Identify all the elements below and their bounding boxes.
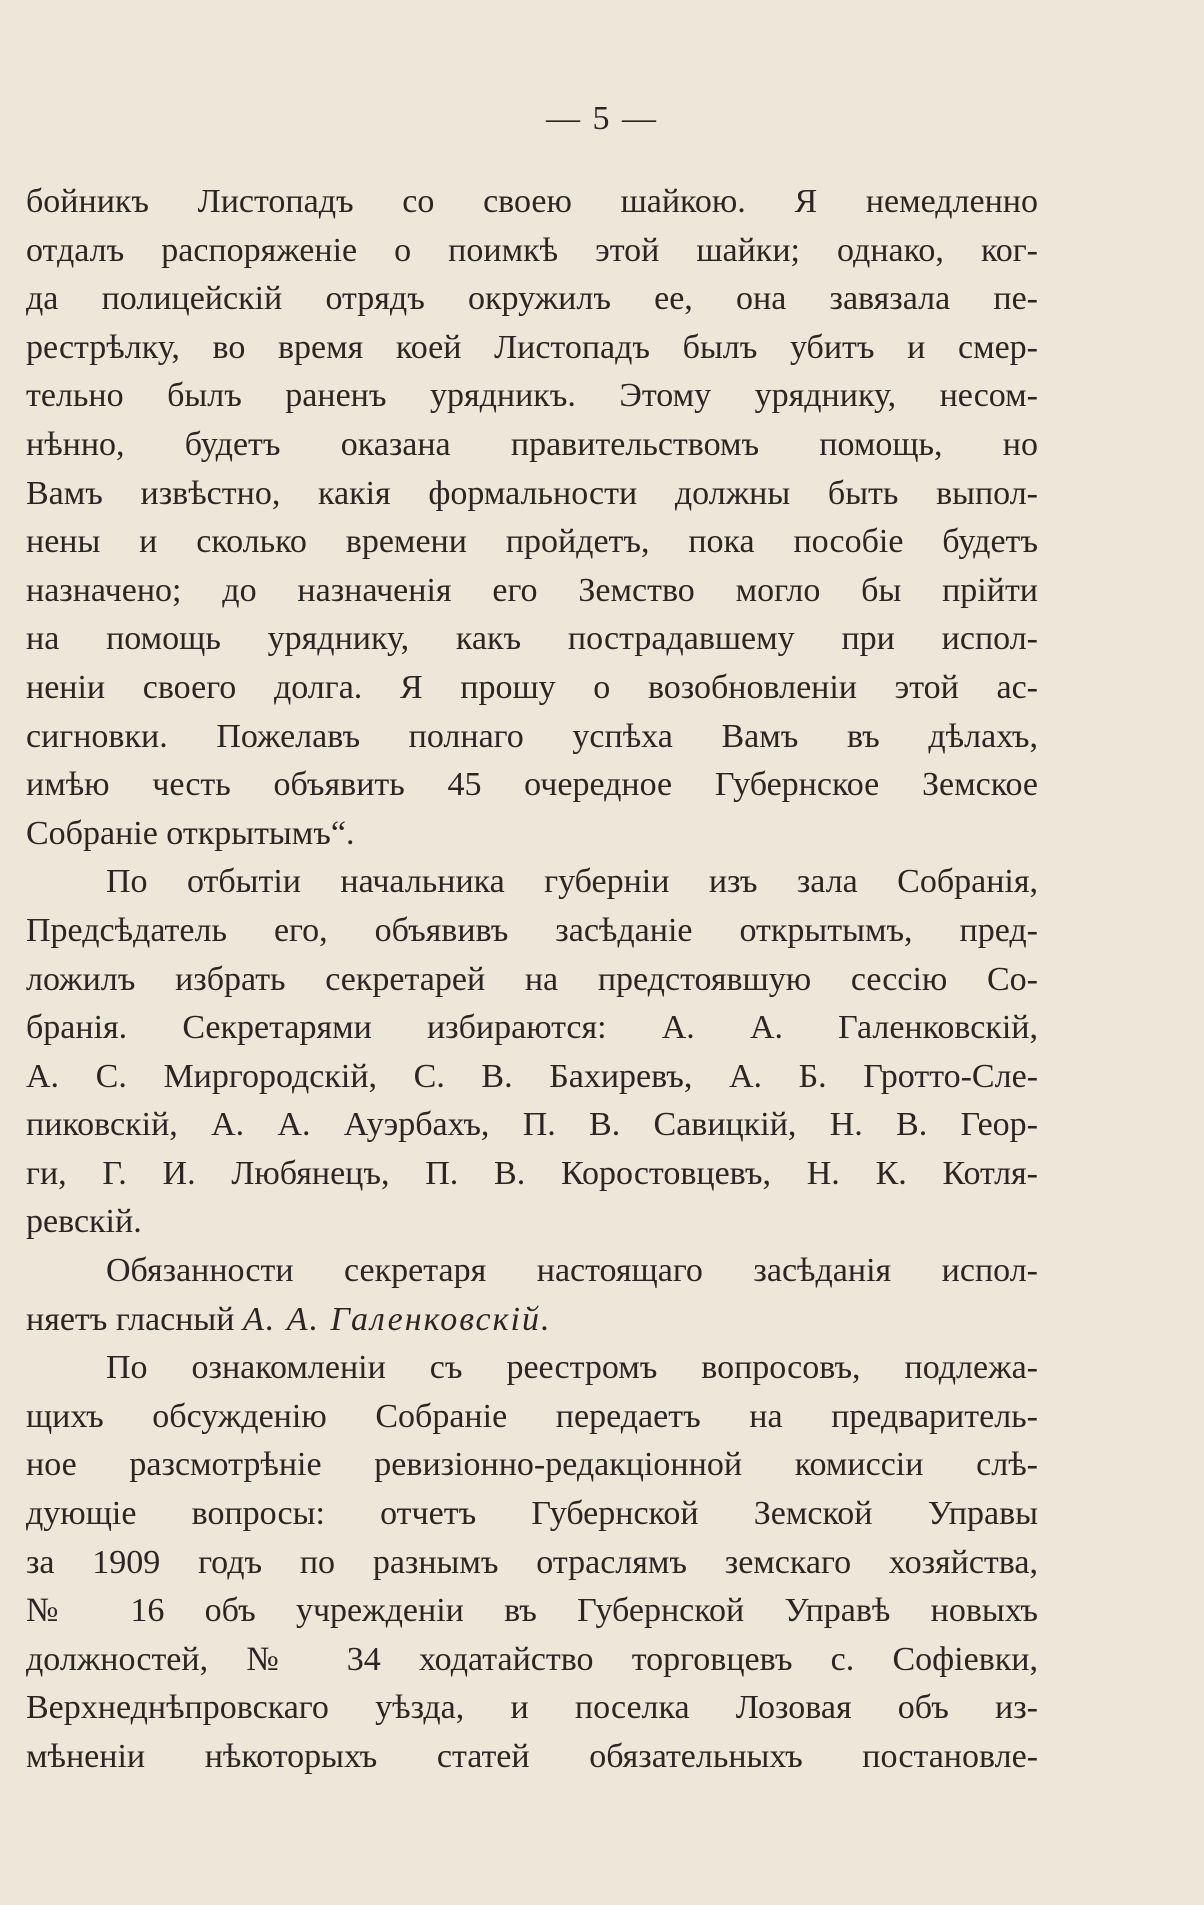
text-line: тельно былъ раненъ урядникъ. Этому уряднику, несом- — [26, 377, 1038, 415]
text-line: А. С. Миргородскій, С. В. Бахиревъ, А. Б. Гротто-Сле- — [26, 1057, 1038, 1095]
text-line: По ознакомленіи съ реестромъ вопросовъ, подлежа- — [106, 1349, 1038, 1387]
paragraph-3 — [26, 1247, 1038, 1344]
text-fragment: няетъ гласный — [26, 1300, 235, 1338]
text-line: бойникъ Листопадъ со своею шайкою. Я немедленно — [26, 183, 1038, 220]
text-line: бранія. Секретарями избираются: А. А. Галенковскій, — [26, 1009, 1038, 1047]
text-line: назначено; до назначенія его Земство могло бы прійти — [26, 571, 1038, 609]
body-text — [26, 178, 1038, 1782]
page-number: — 5 — — [546, 100, 658, 137]
text-line: на помощь уряднику, какъ пострадавшему при испол- — [26, 620, 1038, 658]
paragraph-1 — [26, 178, 1038, 858]
text-line: Верхнеднѣпровскаго уѣзда, и поселка Лозовая объ из- — [26, 1689, 1038, 1727]
text-line-with-name — [26, 1296, 1038, 1345]
text-line: за 1909 годъ по разнымъ отраслямъ земскаго хозяйства, — [26, 1543, 1038, 1581]
text-line: сигновки. Пожелавъ полнаго успѣха Вамъ въ дѣлахъ, — [26, 717, 1038, 755]
text-line: отдалъ распоряженіе о поимкѣ этой шайки; однако, ког- — [26, 231, 1038, 269]
text-line: Предсѣдатель его, объявивъ засѣданіе открытымъ, пред- — [26, 911, 1038, 949]
text-line: пиковскій, А. А. Ауэрбахъ, П. В. Савицкій, Н. В. Геор- — [26, 1106, 1038, 1144]
paragraph-4 — [26, 1344, 1038, 1781]
text-line: Собраніе открытымъ“. — [26, 814, 355, 852]
text-line: дующіе вопросы: отчетъ Губернской Земской Управы — [26, 1495, 1038, 1533]
text-line: должностей, № 34 ходатайство торговцевъ с. Софіевки, — [26, 1640, 1038, 1678]
text-line: нѣнно, будетъ оказана правительствомъ помощь, но — [26, 425, 1038, 463]
text-line: неніи своего долга. Я прошу о возобновленіи этой ас- — [26, 668, 1038, 706]
text-line: ложилъ избрать секретарей на предстоявшую сессію Со- — [26, 960, 1038, 998]
text-line: ревскій. — [26, 1203, 142, 1241]
text-line: имѣю честь объявить 45 очередное Губернское Земское — [26, 766, 1038, 804]
text-line: По отбытіи начальника губерніи изъ зала Собранія, — [106, 863, 1038, 901]
text-line: щихъ обсужденію Собраніе передаетъ на предваритель- — [26, 1397, 1038, 1435]
text-line: мѣненіи нѣкоторыхъ статей обязательныхъ постановле- — [26, 1738, 1038, 1775]
secretary-name: А. А. Галенковскій. — [242, 1300, 552, 1338]
text-line: Вамъ извѣстно, какія формальности должны быть выпол- — [26, 474, 1038, 512]
text-line: рестрѣлку, во время коей Листопадъ былъ убитъ и смер- — [26, 328, 1038, 366]
text-line: № 16 объ учрежденіи въ Губернской Управѣ новыхъ — [26, 1592, 1038, 1630]
text-line: ное разсмотрѣніе ревизіонно-редакціонной комиссіи слѣ- — [26, 1446, 1038, 1484]
text-line: Обязанности секретаря настоящаго засѣданія испол- — [106, 1252, 1038, 1290]
text-line: ги, Г. И. Любянецъ, П. В. Коростовцевъ, Н. К. Котля- — [26, 1154, 1038, 1192]
paragraph-2 — [26, 858, 1038, 1247]
text-line: нены и сколько времени пройдетъ, пока пособіе будетъ — [26, 523, 1038, 561]
text-line: да полицейскій отрядъ окружилъ ее, она завязала пе- — [26, 280, 1038, 318]
